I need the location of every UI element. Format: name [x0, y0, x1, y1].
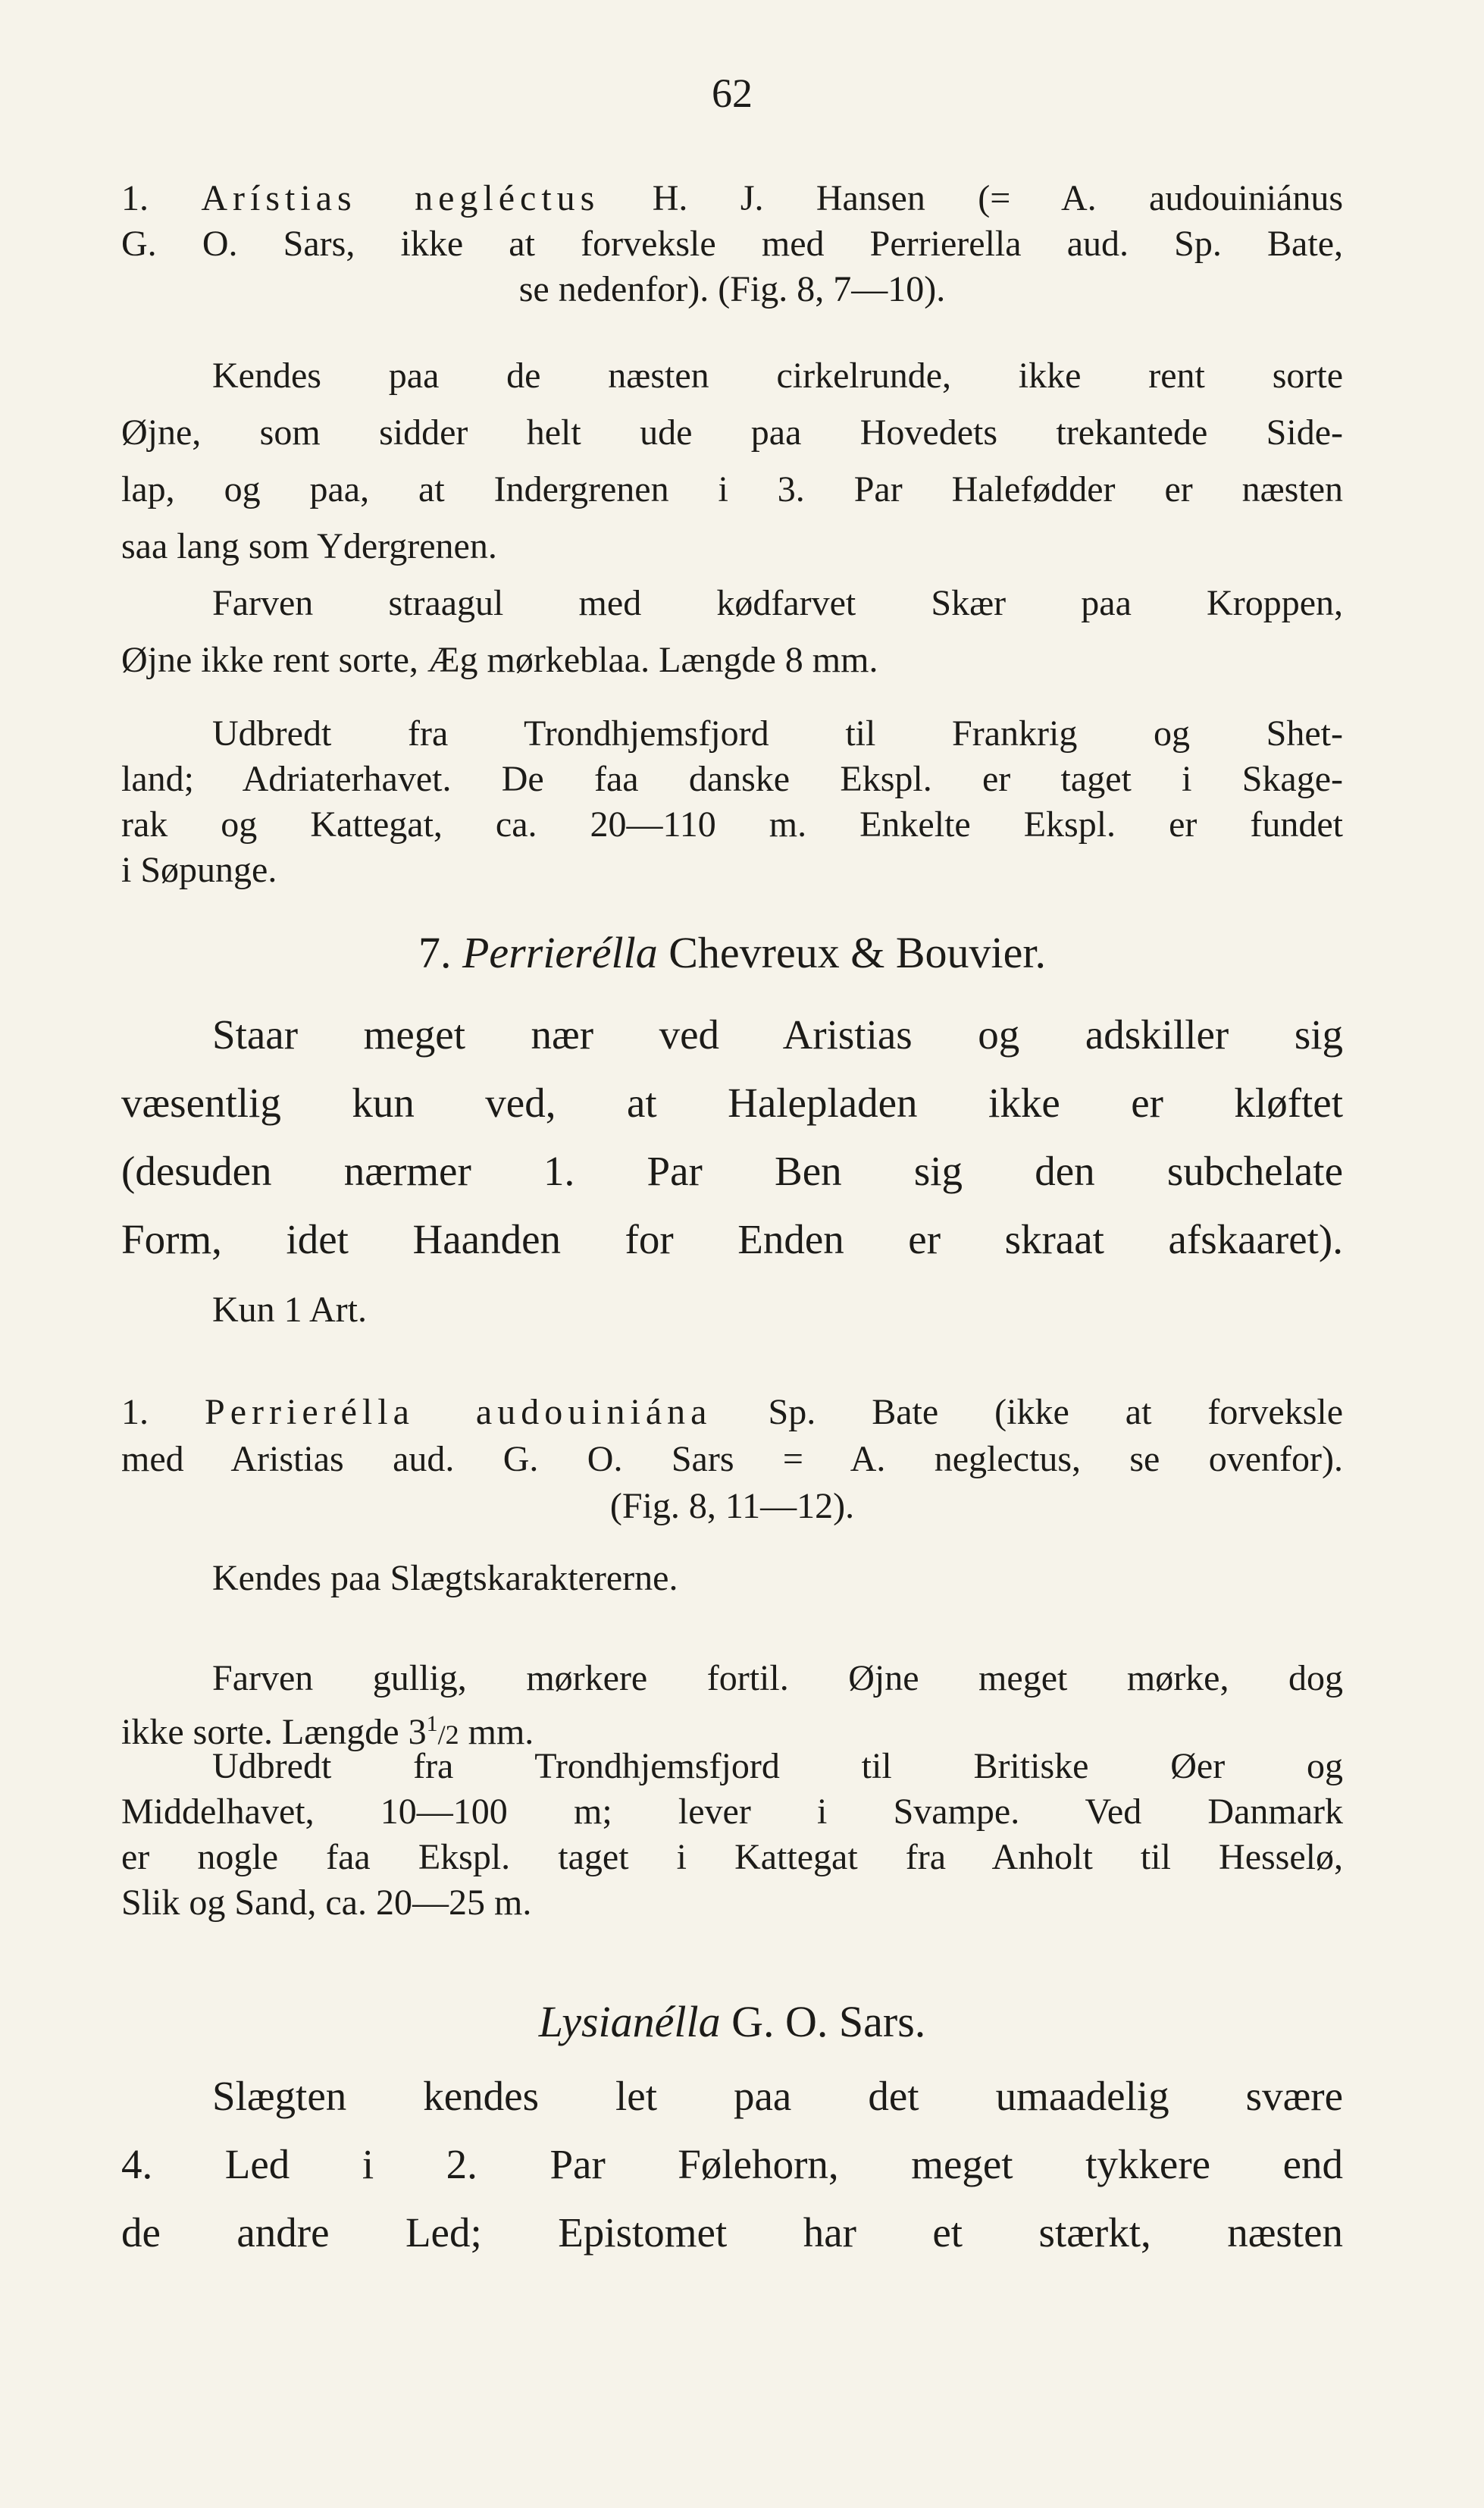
entry-authority: Sp. Bate (ikke at forveksle: [768, 1392, 1344, 1432]
genus-authors: Chevreux & Bouvier.: [668, 928, 1046, 977]
text-line: Udbredt fra Trondhjemsfjord til Frankrig og Shet-: [212, 713, 1343, 754]
distribution-paragraph: [121, 711, 1343, 893]
species-entry-aristias: [121, 176, 1343, 312]
text-line: i Søpunge.: [121, 850, 277, 890]
entry-line: [121, 1389, 1343, 1436]
description-paragraph: [121, 347, 1343, 575]
text-line: Kun 1 Art.: [212, 1290, 367, 1330]
text-line: saa lang som Ydergrenen.: [121, 526, 497, 566]
text-line: væsentlig kun ved, at Halepladen ikke er kløftet: [121, 1080, 1343, 1126]
entry-authority: H. J. Hansen (= A. audouiniánus: [652, 178, 1344, 218]
genus-number: 7.: [418, 928, 452, 977]
text-line: Slik og Sand, ca. 20—25 m.: [121, 1883, 532, 1923]
color-paragraph: [121, 575, 1343, 688]
fraction-numerator: 1: [426, 1711, 438, 1736]
entry-line: G. O. Sars, ikke at forveksle med Perrierella aud. Sp. Bate,: [121, 224, 1343, 264]
entry-line: (Fig. 8, 11—12).: [609, 1486, 855, 1526]
text-line: Kendes paa Slægtskaraktererne.: [212, 1558, 678, 1598]
description-paragraph: [121, 1556, 1343, 1601]
species-name: Perrierélla audouiniána: [205, 1392, 712, 1432]
color-paragraph: [121, 1656, 1343, 1757]
text-line: rak og Kattegat, ca. 20—110 m. Enkelte Ekspl. er fundet: [121, 804, 1343, 845]
genus-authors: G. O. Sars.: [731, 1997, 926, 2046]
distribution-paragraph: [121, 1744, 1343, 1926]
entry-line: [121, 176, 1343, 221]
genus-heading-lysianella: [121, 1995, 1343, 2049]
genus-name: Lysianélla: [538, 1997, 721, 2046]
species-count: [121, 1287, 1343, 1333]
text-fragment: mm.: [459, 1712, 534, 1752]
genus-heading-perrierella: [121, 926, 1343, 980]
text-line: Farven straagul med kødfarvet Skær paa Kroppen,: [212, 583, 1343, 623]
text-fragment: ikke sorte. Længde 3: [121, 1712, 427, 1752]
entry-number: 1.: [121, 1392, 149, 1432]
genus-description: [121, 2062, 1343, 2267]
entry-number: 1.: [121, 178, 149, 218]
genus-description: [121, 1001, 1343, 1274]
entry-line: med Aristias aud. G. O. Sars = A. neglectus, se ovenfor).: [121, 1439, 1343, 1479]
fraction-denominator: /2: [437, 1720, 459, 1750]
text-line: land; Adriaterhavet. De faa danske Ekspl. er taget i Skage-: [121, 759, 1343, 799]
entry-line: se nedenfor). (Fig. 8, 7—10).: [518, 269, 946, 309]
text-line: lap, og paa, at Indergrenen i 3. Par Halefødder er næsten: [121, 469, 1343, 509]
text-line: Staar meget nær ved Aristias og adskiller sig: [212, 1011, 1343, 1058]
text-line: Form, idet Haanden for Enden er skraat afskaaret).: [121, 1216, 1343, 1262]
text-line: de andre Led; Epistomet har et stærkt, næsten: [121, 2209, 1343, 2256]
text-line: 4. Led i 2. Par Følehorn, meget tykkere end: [121, 2141, 1343, 2187]
species-name: Arístias negléctus: [201, 178, 600, 218]
text-line: Kendes paa de næsten cirkelrunde, ikke rent sorte: [212, 356, 1343, 396]
text-line: (desuden nærmer 1. Par Ben sig den subchelate: [121, 1148, 1343, 1194]
page-number: 62: [712, 71, 753, 116]
species-entry-perrierella: [121, 1389, 1343, 1530]
text-line: Middelhavet, 10—100 m; lever i Svampe. Ved Danmark: [121, 1792, 1343, 1832]
text-line: Øjne, som sidder helt ude paa Hovedets trekantede Side-: [121, 412, 1343, 453]
genus-name: Perrierélla: [462, 928, 658, 977]
text-line: Farven gullig, mørkere fortil. Øjne meget mørke, dog: [212, 1658, 1343, 1698]
text-line: Udbredt fra Trondhjemsfjord til Britiske Øer og: [212, 1746, 1343, 1786]
text-line: er nogle faa Ekspl. taget i Kattegat fra Anholt til Hesselø,: [121, 1837, 1343, 1877]
text-line: Øjne ikke rent sorte, Æg mørkeblaa. Længde 8 mm.: [121, 640, 878, 680]
text-line: Slægten kendes let paa det umaadelig svære: [212, 2073, 1343, 2119]
